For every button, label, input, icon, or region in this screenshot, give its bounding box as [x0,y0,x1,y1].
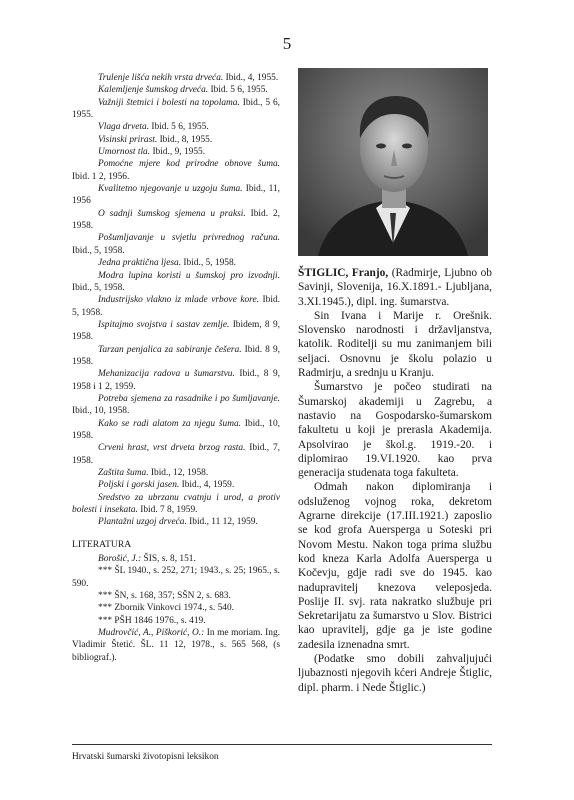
literatura-heading: LITERATURA [72,538,132,550]
literatura-entry [72,615,280,627]
bibliography-title: Zaštita šuma. [98,468,149,478]
bibliography-title: Industrijsko vlakno iz mlade vrbove kore. [98,295,259,306]
bibliography-entry [72,344,280,369]
bibliography-source: Ibid., 11 12, 1959. [186,517,258,528]
bibliography-source: Ibid., 7, 1958. [72,443,280,466]
bibliography-source: Ibid., 5, 1958. [72,245,125,256]
footer-rule [72,744,492,745]
bibliography-source: Ibid. 5, 1958. [72,295,281,318]
bibliography-source: Ibid., 10, 1958. [72,418,281,441]
bibliography-title: Crveni hrast, vrst drveta brzog rasta. [98,443,246,454]
bibliography-title: Visinski prirast. [98,134,158,145]
literatura-entry [72,553,280,565]
footer-text: Hrvatski šumarski životopisni leksikon [72,752,219,762]
literatura-ref: *** Zbornik Vinkovci 1974., s. 540. [98,603,234,614]
bibliography-source: Ibid., 10, 1958. [72,406,130,417]
bibliography-title: O sadnji šumskog sjemena u praksi. [98,208,246,219]
literatura-entry [72,590,280,602]
bibliography-source: Ibid., 4, 1959. [179,480,235,491]
bibliography-title: Kako se radi alatom za njegu šuma. [98,418,242,429]
bibliography-entry [72,418,280,443]
literatura-entry [72,627,280,664]
literatura-list [72,553,280,664]
bibliography-title: Tarzan penjalica za sabiranje češera. [98,344,242,355]
literatura-author: Borošić, J.: [98,554,142,565]
bibliography-source: Ibid., 5 6, 1955. [72,97,280,121]
bibliography-title: Kalemljenje šumskog drveća. [98,85,209,96]
bibliography-entry [72,257,280,269]
bibliography-source: Ibid. 8 9, 1958. [72,344,280,367]
bibliography-title: Trulenje lišća nekih vrsta drveća. [98,73,224,83]
bibliography-entry [72,146,280,158]
bibliography-entry [72,158,280,183]
bio-intro-text: (Radmirje, Ljubno ob Savinji, Slovenija, 16.X.1891.- Ljubljana, 3.XI.1945.), dipl. ing. šumarstva. [298,267,492,308]
bibliography-list [72,72,280,529]
bibliography-entry [72,121,280,133]
bibliography-title: Sredstvo za ubrzanu cvatnju i urod, a protiv bolesti i insekata. [72,492,280,516]
literatura-author: Mudrovčić, A., Piškorić, O.: [98,628,205,639]
bibliography-source: Ibid. 5 6, 1955. [208,85,268,96]
page-number: 5 [282,34,292,53]
bibliography-entry [72,516,280,528]
bibliography-entry [72,294,280,319]
bibliography-entry [72,368,280,393]
person-name: ŠTIGLIC, Franjo, [298,267,389,279]
bibliography-title: Važniji štetnici i bolesti na topolama. [98,97,240,108]
bibliography-title: Poljski i gorski jasen. [98,480,180,491]
bibliography-title: Pomoćne mjere kod prirodne obnove šuma. [98,159,280,170]
bibliography-source: Ibid., 4, 1955. [223,73,279,83]
bibliography-entry [72,319,280,344]
bibliography-entry [72,467,280,479]
bibliography-source: Ibid., 9, 1955. [150,147,206,158]
bibliography-title: Ispitajmo svojstva i sastav zemlje. [98,319,230,330]
bibliography-title: Modra lupina koristi u šumskoj pro izvodnji. [98,270,280,281]
bio-paragraph: Odmah nakon diplomiranja i odsluženog vojnog roka, dekretom Agrarne direkcije (17.III.1921.) zaposlio se kod grofa Auersperga u Soteski pri Novom Mestu. Nakon toga prima službu kod kneza Karla Adolfa Auersperga u Kočevju, gdje radi sve do 1945. kao nadupravitelj knezova veleposjeda. Poslije II. svj. rata nakratko službuje pri Sekretarijatu za šumarstvo u Slov. Bistrici kao upravitelj, gdje ga je iste godine zadesila iznenadna smrt. [298,481,492,651]
portrait-photo [298,68,488,256]
bibliography-entry [72,134,280,146]
bibliography-title: Mehanizacija radova u šumarstvu. [98,369,235,380]
bibliography-source: Ibid., 11, 1956 [72,184,280,207]
bibliography-entry [72,442,280,467]
biography-column [298,266,492,695]
literatura-ref: *** ŠN, s. 168, 357; SŠN 2, s. 683. [98,591,231,602]
bio-intro [298,266,492,309]
portrait-image [298,68,488,256]
bibliography-source: Ibid. 2, 1958. [72,208,280,232]
bibliography-title: Potreba sjemena za rasadnike i po šumljavanje. [98,393,280,404]
bibliography-source: Ibid. 5 6, 1955. [149,122,209,133]
bibliography-entry [72,232,280,257]
literatura-ref: ŠIS, s. 8, 151. [141,554,196,565]
bio-paragraph: (Podatke smo dobili zahvaljujući ljubaznosti njegovih kćeri Andreje Štiglic, dipl. pharm. i Nede Štiglic.) [298,653,492,694]
bibliography-entry [72,97,280,122]
bibliography-entry [72,492,280,517]
bibliography-source: Ibid., 12, 1958. [148,468,209,478]
left-column [72,72,280,664]
bibliography-entry [72,270,280,295]
bio-paragraph: Sin Ivana i Marije r. Orešnik. Slovensko narodnosti i državljanstva, katolik. Roditelji su mu zanimanjem bili seljaci. Osnovnu je školu polazio u Radmirju, a srednju u Kranju. [298,309,492,380]
bibliography-source: Ibid., 8, 1955. [157,134,213,145]
bibliography-source: Ibidem, 8 9, 1958. [72,319,280,343]
bibliography-entry [72,72,280,84]
bibliography-entry [72,84,280,96]
bibliography-title: Plantažni uzgoj drveća. [98,517,187,528]
bibliography-entry [72,183,280,208]
bibliography-source: Ibid., 5, 1958. [72,282,125,293]
bibliography-title: Jedna praktična ljesa. [98,258,182,269]
literatura-entry [72,565,280,590]
bibliography-entry [72,208,280,233]
bibliography-title: Umornost tla. [98,147,151,158]
bio-paragraph: Šumarstvo je počeo studirati na Šumarskoj akademiji u Zagrebu, a nastavio na Gospodarsko-šumarskom fakultetu u koji je prerasla Akademija. Apsolvirao je škol.g. 1919.-20. i diplomirao 19.VI.1920. kao prva generacija studenata toga fakulteta. [298,381,492,480]
literatura-ref: *** ŠL 1940., s. 252, 271; 1943., s. 25; 1965., s. 590. [72,566,280,589]
literatura-ref: *** PŠH 1846 1976., s. 419. [98,615,206,626]
literatura-ref: In me moriam. Ing. Vladimir Štetić. ŠL. 11 12, 1978., s. 565 568, (s bibliograf.). [72,628,280,663]
bibliography-entry [72,393,280,418]
bibliography-title: Kvalitetno njegovanje u uzgoju šuma. [98,184,243,195]
bibliography-source: Ibid. 7 8, 1959. [137,505,198,516]
bibliography-source: Ibid., 8 9, 1958 i 1 2, 1959. [72,369,280,392]
bibliography-source: Ibid. 1 2, 1956. [72,171,130,182]
bibliography-entry [72,479,280,491]
bibliography-title: Pošumljavanje u svjetlu privrednog računa. [98,233,280,244]
literatura-entry [72,602,280,614]
bibliography-title: Vlaga drveta. [98,122,150,133]
bibliography-source: Ibid., 5, 1958. [181,258,237,269]
